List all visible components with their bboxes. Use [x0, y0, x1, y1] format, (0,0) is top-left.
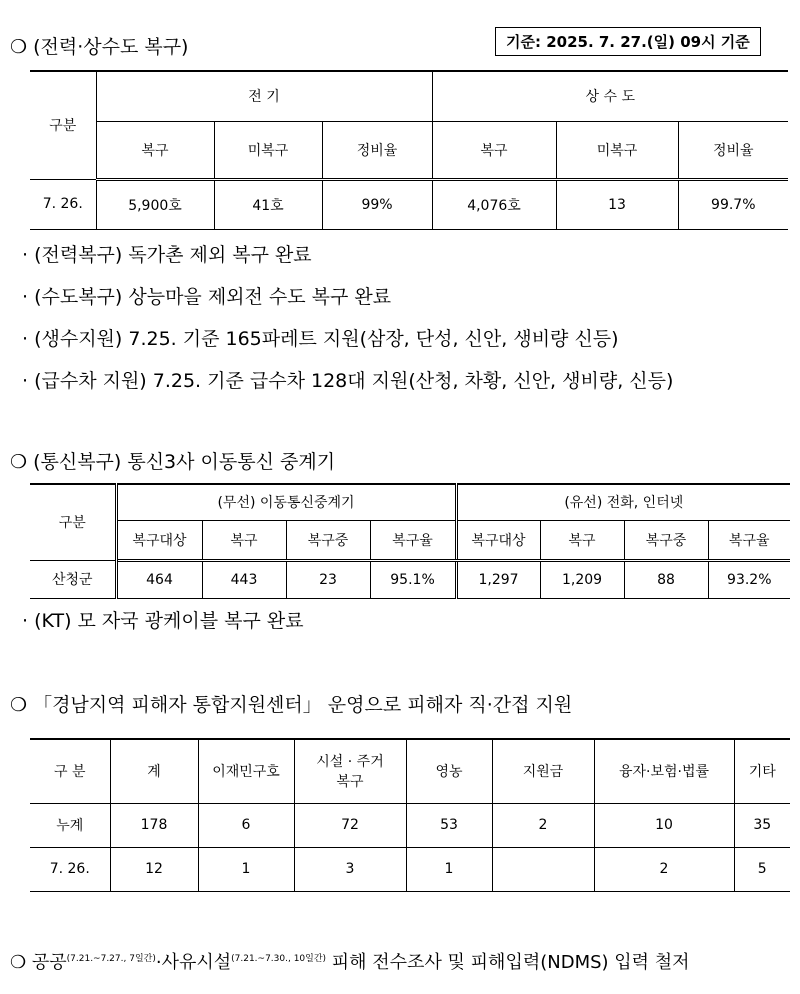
table-cell: 99% — [322, 179, 432, 229]
section4-prefix: ❍ 공공 — [10, 952, 67, 973]
section4-mid: ·사유시설 — [155, 952, 232, 973]
table-cell: 12 — [110, 847, 198, 891]
table-row-label: 7. 26. — [30, 847, 110, 891]
table-cell: 99.7% — [678, 179, 788, 229]
section1-title: ❍ (전력·상수도 복구) — [10, 36, 189, 58]
wired-header: (유선) 전화, 인터넷 — [456, 484, 790, 520]
section2-title: ❍ (통신복구) 통신3사 이동통신 중계기 — [10, 451, 336, 473]
header-facility-line1: 시설 · 주거 — [316, 754, 384, 771]
section4-sup1: (7.21.~7.27., 7일간) — [66, 954, 156, 964]
wired-target-header: 복구대상 — [456, 520, 540, 560]
section4-suffix: 피해 전수조사 및 피해입력(NDMS) 입력 철저 — [326, 952, 690, 973]
bullet-water: · (수도복구) 상능마을 제외전 수도 복구 완료 — [22, 286, 392, 308]
table-cell: 35 — [734, 803, 790, 847]
wireless-inprogress-header: 복구중 — [286, 520, 370, 560]
table-cell: 5,900호 — [96, 179, 214, 229]
section4-line — [10, 948, 690, 974]
wireless-header: (무선) 이동통신중계기 — [116, 484, 456, 520]
header-facility — [294, 739, 406, 803]
table-row-region: 산청군 — [30, 560, 116, 598]
bullet-kt: · (KT) 모 자국 광케이블 복구 완료 — [22, 610, 304, 632]
table-cell: 93.2% — [708, 560, 790, 598]
header-other: 기타 — [734, 739, 790, 803]
water-header: 상 수 도 — [432, 71, 788, 121]
table-cell: 10 — [594, 803, 734, 847]
power-water-table — [30, 70, 788, 230]
wireless-rate-header: 복구율 — [370, 520, 456, 560]
header-category: 구 분 — [30, 739, 110, 803]
col-group-label: 구분 — [30, 71, 96, 179]
power-rate-header: 정비율 — [322, 121, 432, 179]
water-rate-header: 정비율 — [678, 121, 788, 179]
table-cell: 443 — [202, 560, 286, 598]
wired-restored-header: 복구 — [540, 520, 624, 560]
header-subsidy: 지원금 — [492, 739, 594, 803]
table-cell: 3 — [294, 847, 406, 891]
table-cell: 1 — [198, 847, 294, 891]
header-relief: 이재민구호 — [198, 739, 294, 803]
table-cell: 178 — [110, 803, 198, 847]
table-row-label: 누계 — [30, 803, 110, 847]
table-cell: 23 — [286, 560, 370, 598]
table-cell: 41호 — [214, 179, 322, 229]
telecom-col-group: 구분 — [30, 484, 116, 560]
header-loan-insurance-legal: 융자·보험·법률 — [594, 739, 734, 803]
table-cell — [492, 847, 594, 891]
table-cell: 2 — [594, 847, 734, 891]
power-header: 전 기 — [96, 71, 432, 121]
wireless-restored-header: 복구 — [202, 520, 286, 560]
section3-title: ❍ 「경남지역 피해자 통합지원센터」 운영으로 피해자 직·간접 지원 — [10, 694, 573, 716]
header-farming: 영농 — [406, 739, 492, 803]
table-row-date: 7. 26. — [30, 179, 96, 229]
bullet-water-truck: · (급수차 지원) 7.25. 기준 급수차 128대 지원(산청, 차황, 신안, 생비량, 신등) — [22, 370, 674, 392]
telecom-table — [30, 483, 790, 599]
power-unrestored-header: 미복구 — [214, 121, 322, 179]
table-cell: 5 — [734, 847, 790, 891]
table-cell: 6 — [198, 803, 294, 847]
support-center-table — [30, 738, 790, 892]
table-cell: 464 — [116, 560, 202, 598]
power-restored-header: 복구 — [96, 121, 214, 179]
table-cell: 1,297 — [456, 560, 540, 598]
wired-rate-header: 복구율 — [708, 520, 790, 560]
table-cell: 2 — [492, 803, 594, 847]
table-cell: 95.1% — [370, 560, 456, 598]
section4-sup2: (7.21.~7.30., 10일간) — [231, 954, 327, 964]
bullet-power: · (전력복구) 독가촌 제외 복구 완료 — [22, 244, 312, 266]
table-cell: 72 — [294, 803, 406, 847]
water-unrestored-header: 미복구 — [556, 121, 678, 179]
table-cell: 1 — [406, 847, 492, 891]
reference-date-badge: 기준: 2025. 7. 27.(일) 09시 기준 — [495, 27, 761, 56]
table-cell: 53 — [406, 803, 492, 847]
table-cell: 4,076호 — [432, 179, 556, 229]
water-restored-header: 복구 — [432, 121, 556, 179]
header-facility-line2: 복구 — [336, 774, 364, 791]
header-total: 계 — [110, 739, 198, 803]
table-cell: 88 — [624, 560, 708, 598]
table-cell: 1,209 — [540, 560, 624, 598]
bullet-bottled-water: · (생수지원) 7.25. 기준 165파레트 지원(삼장, 단성, 신안, 생비량 신등) — [22, 328, 619, 350]
wired-inprogress-header: 복구중 — [624, 520, 708, 560]
table-cell: 13 — [556, 179, 678, 229]
wireless-target-header: 복구대상 — [116, 520, 202, 560]
